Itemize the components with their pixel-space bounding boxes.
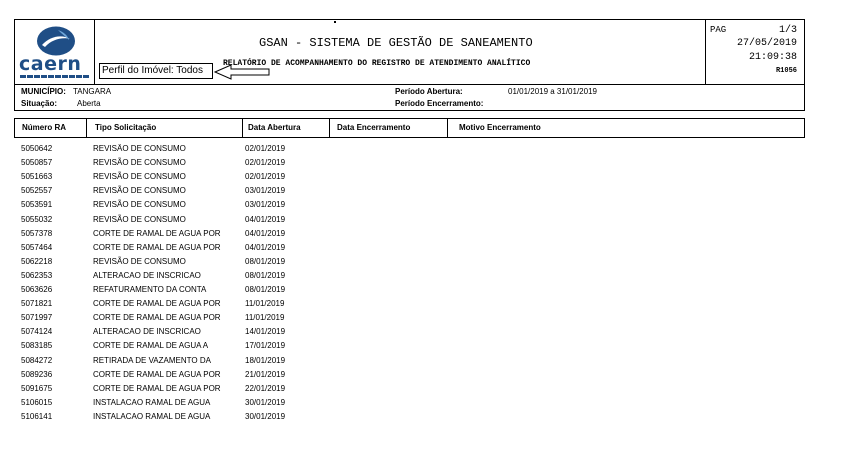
column-data-encerramento: Data Encerramento (337, 123, 411, 132)
cell-tipo-solicitacao: REVISÃO DE CONSUMO (93, 214, 186, 224)
report-date: 27/05/2019 (736, 38, 797, 49)
cell-tipo-solicitacao: REVISÃO DE CONSUMO (93, 256, 186, 266)
cell-numero-ra: 5062353 (21, 270, 53, 280)
table-row (0, 243, 847, 257)
table-header (14, 118, 805, 138)
cell-numero-ra: 5063626 (21, 285, 53, 294)
cell-data-abertura: 04/01/2019 (245, 228, 286, 238)
periodo-abertura-label: Período Abertura: (395, 87, 463, 96)
situacao-value: Aberta (77, 99, 101, 108)
cell-numero-ra: 5089236 (21, 369, 53, 379)
cell-tipo-solicitacao: CORTE DE RAMAL DE AGUA POR (93, 369, 221, 379)
page-number: 1/3 (778, 25, 797, 36)
cell-tipo-solicitacao: INSTALACAO RAMAL DE AGUA (93, 411, 211, 419)
profile-filter-label: Perfil do Imóvel: Todos (99, 63, 213, 79)
cell-tipo-solicitacao: CORTE DE RAMAL DE AGUA POR (93, 383, 221, 393)
cell-data-abertura: 08/01/2019 (245, 256, 286, 266)
cell-numero-ra: 5057464 (21, 242, 53, 252)
cell-tipo-solicitacao: REVISÃO DE CONSUMO (93, 158, 186, 168)
cell-numero-ra: 5055032 (21, 214, 53, 224)
cell-numero-ra: 5050857 (21, 158, 53, 168)
cell-tipo-solicitacao: CORTE DE RAMAL DE AGUA A (93, 341, 209, 351)
caern-logo-icon (36, 26, 76, 56)
table-row (0, 186, 847, 200)
cell-tipo-solicitacao: REVISÃO DE CONSUMO (93, 200, 186, 210)
column-motivo-encerramento: Motivo Encerramento (459, 123, 541, 132)
page-label: PAG (710, 25, 727, 35)
cell-data-abertura: 11/01/2019 (245, 313, 285, 323)
cell-tipo-solicitacao: CORTE DE RAMAL DE AGUA POR (93, 228, 221, 238)
column-divider (447, 119, 448, 137)
report-time: 21:09:38 (748, 52, 797, 63)
header-dot (334, 21, 336, 23)
table-row (0, 299, 847, 313)
column-tipo-solicitacao: Tipo Solicitação (95, 123, 157, 132)
report-system-title: GSAN - SISTEMA DE GESTÃO DE SANEAMENTO (259, 36, 533, 50)
table-row (0, 144, 847, 158)
cell-data-abertura: 30/01/2019 (245, 397, 286, 407)
table-row (0, 271, 847, 285)
page-info-cell (705, 20, 805, 84)
cell-numero-ra: 5053591 (21, 200, 53, 210)
column-divider (242, 119, 243, 137)
column-divider (86, 119, 87, 137)
table-row (0, 384, 847, 398)
periodo-encerramento-label: Período Encerramento: (395, 99, 484, 108)
cell-data-abertura: 02/01/2019 (245, 158, 286, 168)
cell-tipo-solicitacao: REFATURAMENTO DA CONTA (93, 285, 207, 294)
cell-numero-ra: 5074124 (21, 327, 53, 337)
table-row (0, 200, 847, 214)
municipio-label: MUNICÍPIO: (21, 87, 66, 96)
table-row (0, 356, 847, 370)
table-row (0, 215, 847, 229)
cell-data-abertura: 02/01/2019 (245, 144, 286, 153)
logo-bars (20, 75, 90, 78)
cell-tipo-solicitacao: RETIRADA DE VAZAMENTO DA (93, 355, 211, 365)
periodo-abertura-value: 01/01/2019 a 31/01/2019 (508, 87, 597, 96)
table-row (0, 158, 847, 172)
cell-numero-ra: 5083185 (21, 341, 53, 351)
table-row (0, 398, 847, 412)
table-row (0, 285, 847, 299)
cell-tipo-solicitacao: REVISÃO DE CONSUMO (93, 186, 186, 196)
cell-data-abertura: 17/01/2019 (245, 341, 286, 351)
cell-numero-ra: 5062218 (21, 256, 53, 266)
table-row (0, 370, 847, 384)
cell-tipo-solicitacao: CORTE DE RAMAL DE AGUA POR (93, 299, 221, 309)
report-title: RELATÓRIO DE ACOMPANHAMENTO DO REGISTRO DE ATENDIMENTO ANALÍTICO (223, 59, 531, 68)
table-body (0, 144, 847, 419)
cell-numero-ra: 5057378 (21, 228, 53, 238)
table-row (0, 327, 847, 341)
table-row (0, 313, 847, 327)
cell-numero-ra: 5106015 (21, 397, 53, 407)
cell-data-abertura: 04/01/2019 (245, 214, 286, 224)
cell-data-abertura: 03/01/2019 (245, 200, 286, 210)
column-numero-ra: Número RA (22, 123, 67, 132)
cell-tipo-solicitacao: CORTE DE RAMAL DE AGUA POR (93, 242, 221, 252)
cell-numero-ra: 5091675 (21, 383, 53, 393)
municipio-value: TANGARA (73, 87, 112, 96)
cell-data-abertura: 08/01/2019 (245, 285, 286, 294)
cell-numero-ra: 5051663 (21, 172, 53, 182)
cell-tipo-solicitacao: CORTE DE RAMAL DE AGUA POR (93, 313, 221, 323)
cell-data-abertura: 21/01/2019 (245, 369, 286, 379)
situacao-label: Situação: (21, 99, 58, 108)
report-code: R1056 (775, 67, 797, 75)
column-data-abertura: Data Abertura (248, 123, 301, 132)
cell-data-abertura: 30/01/2019 (245, 411, 286, 419)
report-header (14, 19, 805, 85)
filter-info (14, 84, 805, 111)
table-row (0, 257, 847, 271)
table-row (0, 229, 847, 243)
cell-data-abertura: 02/01/2019 (245, 172, 286, 182)
column-divider (329, 119, 330, 137)
cell-data-abertura: 18/01/2019 (245, 355, 286, 365)
table-row (0, 412, 847, 419)
cell-numero-ra: 5106141 (21, 411, 53, 419)
cell-numero-ra: 5050642 (21, 144, 53, 153)
cell-tipo-solicitacao: ALTERACAO DE INSCRICAO (93, 270, 201, 280)
cell-numero-ra: 5084272 (21, 355, 53, 365)
arrow-left-icon (213, 64, 271, 80)
cell-data-abertura: 03/01/2019 (245, 186, 286, 196)
cell-tipo-solicitacao: ALTERACAO DE INSCRICAO (93, 327, 201, 337)
cell-data-abertura: 04/01/2019 (245, 242, 286, 252)
logo-cell (15, 20, 95, 84)
cell-numero-ra: 5052557 (21, 186, 53, 196)
cell-numero-ra: 5071821 (21, 299, 53, 309)
cell-data-abertura: 11/01/2019 (245, 299, 285, 309)
cell-data-abertura: 22/01/2019 (245, 383, 286, 393)
table-row (0, 341, 847, 355)
cell-data-abertura: 08/01/2019 (245, 270, 286, 280)
cell-data-abertura: 14/01/2019 (245, 327, 286, 337)
cell-tipo-solicitacao: REVISÃO DE CONSUMO (93, 172, 186, 182)
logo-text: caern (19, 53, 82, 75)
cell-numero-ra: 5071997 (21, 313, 53, 323)
cell-tipo-solicitacao: REVISÃO DE CONSUMO (93, 144, 186, 153)
cell-tipo-solicitacao: INSTALACAO RAMAL DE AGUA (93, 397, 211, 407)
table-row (0, 172, 847, 186)
